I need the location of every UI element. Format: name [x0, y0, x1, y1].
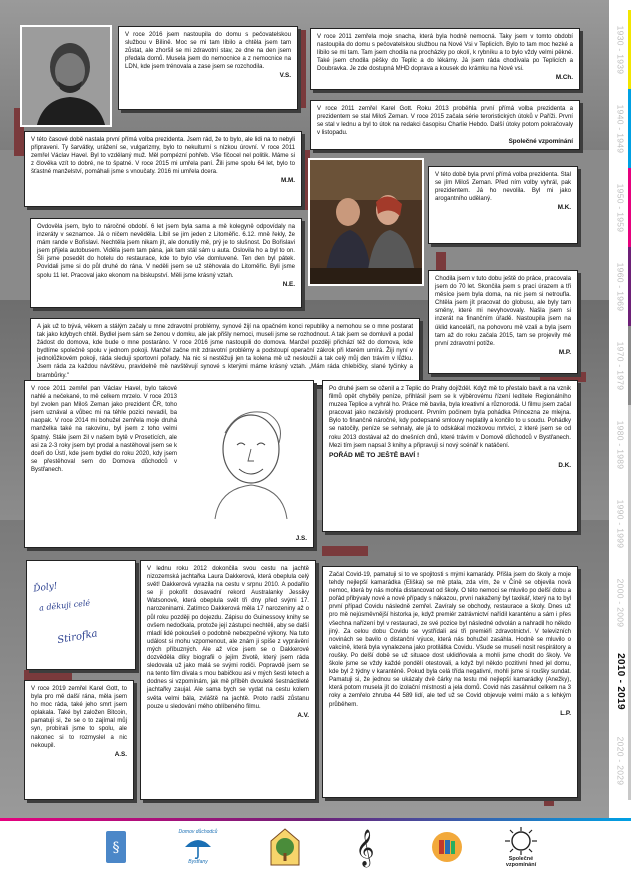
story-jb — [30, 318, 420, 386]
decade-text: 1940 - 1949 — [615, 104, 625, 153]
story-lp — [322, 566, 578, 798]
decade-text: 2010 - 2019 — [614, 653, 626, 710]
story-text: V této době byla první přímá volba prezidenta. Stal se jím Miloš Zeman. Před ním volby vyhrál, pak prezidentem. Já ho nevolila. Byl mi jako arogantního udělaný. — [435, 172, 571, 203]
decade-text: 2020 - 2029 — [615, 736, 625, 785]
handwritten-signature: Stirofka — [56, 628, 99, 646]
story-signature: M.Ch. — [555, 74, 573, 82]
decade-text: 2000 - 2009 — [615, 578, 625, 627]
couple-photo-drawing — [310, 160, 424, 286]
oak-tree-logo — [268, 824, 302, 870]
treble-clef-logo — [354, 824, 376, 870]
logo-text: Bystřany — [188, 859, 208, 865]
story-ne — [30, 218, 302, 308]
story-text: V lednu roku 2012 dokončila svou cestu na jachtě nizozemská jachtařka Laura Dakkerová, která obeplula celý svět! Dakkerová vyrazila na cestu v srpnu 2010. A podařilo se jí pokořit dosavadní rekord Australanky Jessiky Watsonové, která obeplula svět tři dny před svými 17. narozeninami. Zatímco Dakkerová měla 17 narozeniny až o půl roku později po dojezdu. Zápisu do Guinessovy knihy se ovšem nedočkala, protože její zástupci nechtěli, aby se další mladí lidé pokoušeli o podobně nebezpečné výkony. Na tuto událost si mohu vzpomenout, ale znám ji spíše z vyprávění mých příbuzných. Ale až více jsem se o Dakkerové dozvěděla díky biografii o jejím životě, který jsem ráda sledovala už jako malá se svými rodiči. Popravdě jsem se na tento film dívala s mou babičkou asi v mých šesti letech a dodnes si vzpomínám, jak mě příběh dvouleté šestnáctileté jachtařky zaujal. Ale sama bych se vydat na cestu kolem světa velmi bála, zvláště na jachtě. Proto radši zůstanu pouze u sledování mého oblíbeného filmu. — [147, 566, 310, 710]
handwritten-line: Ďoly! — [32, 581, 59, 595]
couple-photo — [308, 158, 424, 286]
handwritten-line: a děkuji celé — [38, 598, 91, 613]
story-text: V roce 2011 zemřel pan Václav Havel, bylo takové nahlé a nečekané, to mě celkem mrzelo. V roce 2013 byl zvolen pan Miloš Zeman jako prezident ČR, toho jsem uznával a vůbec mi na téhle pozici nevadil, ba naopak. V roce 2014 mi bohužel zemřela moje druhá manželka také na rakovinu, byl jsem z toho velmi špatný. Stále jsem žil v našem bytě v Prosetících, ale asi za 2-3 roky jsem byt prodal a nastěhoval jsem se k dceři do Ústí, kde jsem bydlel do roku 2020, kdy jsem se přestěhoval sem do Domova důchodců v Bystřanech. — [31, 386, 177, 473]
story-signature: M.M. — [281, 177, 295, 185]
story-signature: M.K. — [557, 204, 571, 212]
logo-text: Domov důchodců — [178, 829, 218, 835]
pencil-sketch-portrait — [201, 399, 301, 519]
story-text: Chodila jsem v tuto dobu ještě do práce, pracovala jsem do 70 let. Skončila jsem s prací úrazem a tři měsíce jsem byla doma, na nic jsem si netroufla. Chtěla jsem jít pracovat do globusu, ale byly tam směny, které mi nevyhovovaly. Našla jsem si inzerát na finančním úřadě. Nastoupila jsem na úklid kanceláří, na pohovoru mě vzali a byla jsem tam až do roku začala 2015, tam se projevily mé první zdravotní potíže. — [435, 276, 571, 347]
story-mm — [24, 131, 302, 207]
svg-text:§: § — [112, 840, 120, 856]
story-js-column — [31, 385, 177, 474]
decade-text: 1970 - 1979 — [615, 341, 625, 390]
story-text: V roce 2016 jsem nastoupila do domu s pečovatelskou službou v Bílině. Moc se mi tam líbilo a chtěla jsem tam zůstat, ale zhoršil se mi zdravotní stav, ze dne na den jsem předala domů. Musela jsem do nemocnice a z nemocnice na LDN, kde jsem trénovala a zase jsem se rozchodila. — [125, 32, 291, 71]
decade-text: 1950 - 1959 — [615, 183, 625, 232]
portrait-photo-drawing — [22, 27, 112, 127]
decade-sidebar — [609, 0, 631, 820]
story-text: V roce 2011 zemřel Karel Gott. Roku 2013 proběhla první přímá volba prezidenta a prezidentem se stal Miloš Zeman. V roce 2015 začala série teroristických útoků v Paříži. První se stal v lednu a byl to útok na redakci časopisu Charlie Hebdo. Další útoky potom pokračovaly v listopadu. — [317, 106, 573, 137]
story-as — [24, 680, 134, 800]
umbrella-icon — [183, 835, 213, 859]
story-signature: D.K. — [558, 461, 571, 469]
story-signature: Společné vzpomínání — [508, 138, 573, 146]
story-text: V této časové době nastala první přímá volba prezidenta. Jsem rád, že to bylo, ale lidi na to nebyli připraveni. Ty šarvátky, urážení se, vulgarizmy, bylo to nekulturní s nízkou úrovní. V roce 2011 zemřel Václav Havel. Byl to vzdělaný muž. Měl pompézní pohřeb. Vše fičocel nel politik. Máme si z člověka vzít to dobré, ne to špatné. V roce 2015 mi umřela paní. Žili jsme spolu 64 let, bylo to šťastné manželství, pomáhali jsme s vnoučaty. 2016 mi umřela dcera. — [31, 137, 295, 176]
story-signature: N.E. — [282, 280, 295, 288]
accent-bar — [436, 252, 446, 272]
story-signature: J.S. — [295, 534, 307, 542]
decade-text: 1980 - 1989 — [615, 420, 625, 469]
domov-duchodcu-bystrany-logo — [172, 824, 224, 870]
logo-text: Společné vzpomínání — [505, 856, 537, 868]
treble-clef-icon: 𝄞 — [355, 827, 375, 866]
story-js — [24, 380, 314, 548]
accent-bar — [322, 546, 368, 556]
story-mp — [428, 270, 578, 374]
story-motto: POŘÁD MĚ TO JEŠTĚ BAVÍ ! — [329, 451, 420, 459]
story-spolecne — [310, 100, 580, 150]
spolecne-vzpominani-logo — [496, 824, 546, 870]
handwritten-note — [26, 560, 136, 670]
story-text: Po druhé jsem se oženil a z Teplic do Prahy dojížděl. Když mě to přestalo bavit a na vznik filmů opět chyběly peníze, přihlásil jsem se k výběrovému řízení ledítele Regionálního muzea Teplice a vyhrál ho. Práce mě bavila, byla kreativní a různorodá. U filmu jsem začal pracovat jako nezávislý producent. Prvním počinem byla pohádka Princezna ze mlejna. Bylo to finančně náročné, kdy podepsané smlouvy neplatily a končilo to u soudu. Pohádky se natočily, peníze se sehnaly, ale já to odskákal mozkovou mrtvicí, z které jsem se od roku 2013 dostával až do dnešních dnů, které trávím v Domově důchodců v Bystřanech. Mezi tím jsem napsal 3 knihy a připravuji si nový scénář k natáčení. — [329, 386, 571, 449]
story-dk — [322, 380, 578, 532]
decade-text: 1990 - 1999 — [615, 499, 625, 548]
story-signature: M.P. — [558, 348, 571, 356]
accent-bar — [24, 670, 72, 680]
story-av — [140, 560, 316, 800]
story-mch — [310, 28, 580, 90]
decade-text: 1960 - 1969 — [615, 262, 625, 311]
story-text: Začal Covid-19, pamatuji si to ve spojitosti s mými kamarády. Přišla jsem do školy a moje tehdy nejlepší kamarádka (Eliška) se mě ptala, zda vím, že v Číně se objevila nová nemoc, která by nás mohla distancovat od školy. O této nemoci se mluvilo po delší dobu a pořád přibývaly nové a nové případy s nákazou, první nakažený byl taxikář, který na to byl první případ Covidu následně zemřel. Zavíraly se obchody, restaurace a školy. Dnes už pro mě nejúsměvnější historka je, když premiér zatrávnictví nařídil karanténu a sám i přes všechna nařízení byl v restauraci, ze své pozice byl následné odvolán a nahradil ho někdo jiný. Za celou dobu Covidu se vystřídali asi tři premiéři zdravotnictví. V televizních novinách se bavilo o distanční výuce, která nás bohužel zasáhla. Hodně se mluvilo o vakcíně, která byla vynalezena jako protilátka Covidu. Všude se museli nosit respirátory a roušky. Po delší době se už situace dost uklidňovala a mohli jsme chodit do školy. Ve škole jsme se vždy každé pondělí otestovali, a když byl někdo pozitivní hned jel domu, kde byl 2 týdny v karanténě. Pokud byla celá třída negativní, mohli jsme si roušky sundat. Pamatuji si, že jednou se ukázaly dvě čárky na testu mé nejlepší kamarádky (Anežky), která potom musela jít do izolační místnosti a jela domů. Covid nás zasáhnul celkem na 3 roky a zemřelo zhruba 44 589 lidí, ale teď už se Covid objevuje velmi málo a s lehkým průběhem. — [329, 572, 571, 708]
story-vs — [118, 26, 298, 110]
paragraph-logo — [104, 824, 128, 870]
story-mk — [428, 166, 578, 244]
story-text: A jak už to bývá, věkem a stálým začaly u mne zdravotní problémy, synové žijí na opačném konci republiky a nemohou se o mne postarat tak jako kdybych chtěl. Bydlel jsem sám se ženou v domku, ale jak přišly nemoci, museli jsme se rozhodnout. A tak jsem se domluvil a podal žádost do domova, kde bude o mne postaráno. V roce 2016 jsme nastoupili do domova. Manžel později přichází též do domova, kde bydlíme společně spolu v jednom pokoji. Manžel začne mít zdravotní problémy a podstoupí operační zákrok při kterém umírá. Žiji nyní v jednolůžkovém pokoji, ráda sleduji sportovní pořady. Na nic si nestěžuji jen ta kolena mě už nesloužíi a tak celý můj den trávím v lůžku. Jsem ráda za každou návštěvu, pravidelně mě navštěvují synové s kterými máme krásný vztah. „Mám ráda chlebíčky, slané tyčinky a brambůrky." — [37, 324, 413, 379]
books-logo — [430, 824, 464, 870]
story-text: V roce 2019 zemřel Karel Gott, to byla pro mě další rána, měla jsem ho moc ráda, také jeho smrt jsem oplakala. Také byl založen Bitcoin, pamatuji si, že se o to zajímal můj syn, probírali jsme to spolu, ale nakonec si to rozmyslel a nic nekoupil. — [31, 686, 127, 749]
story-text: V roce 2011 zemřela moje snacha, která byla hodně nemocná. Taky jsem v tomto období nastoupila do domu s pečovatelskou službou na Nové Vsi v Teplicích. Bylo to tam moc hezké a líbilo se mi tam. Tam jsem chodila na procházky po okolí, k rybníku a to bylo vždy velmi pěkné. Také jsem chodila pěšky do Teplic a do lékárny. Já jsem ráda chodívala po Teplicích a Doubravka. Je zde dostupná MHD doprava a kousek do krámku na Nové vsi. — [317, 34, 573, 73]
story-signature: A.S. — [114, 750, 127, 758]
story-signature: A.V. — [297, 711, 309, 719]
story-signature: L.P. — [560, 709, 571, 717]
sun-icon — [501, 826, 541, 856]
decade-text: 1930 - 1939 — [615, 25, 625, 74]
footer-rule — [0, 818, 631, 821]
portrait-photo — [20, 25, 112, 127]
story-text: Ovdověla jsem, bylo to náročné období. 6 let jsem byla sama a mě kolegyně odpovídaly na inzeráty v seznamce. Já o ničem nevěděla. Líbil se jim jeden z Litoměřic. 6.12. mně řekly, že mám rande v Bořislavi. Nechtěla jsem nikam jít, ale donutily mě, prý je to slušnost. Do Bořislavi jsem přijela autobusem. Viděla jsem tam pána, jak tam stál sám u auta. Oslovila ho a byl to on. Šli jsme posedět do hotelu do restaurace, kde to bylo vše domluvené. Ten den byl pátek. Povídali jsme si do půl druhé do rána. V neděli jsem se už stěhovala do Litoměřic. Byli jsme spolu 11 let. Pracoval jako ekonom na biskupství. Měli jsme krásný vztah. — [37, 224, 295, 279]
story-signature: V.S. — [279, 72, 291, 80]
